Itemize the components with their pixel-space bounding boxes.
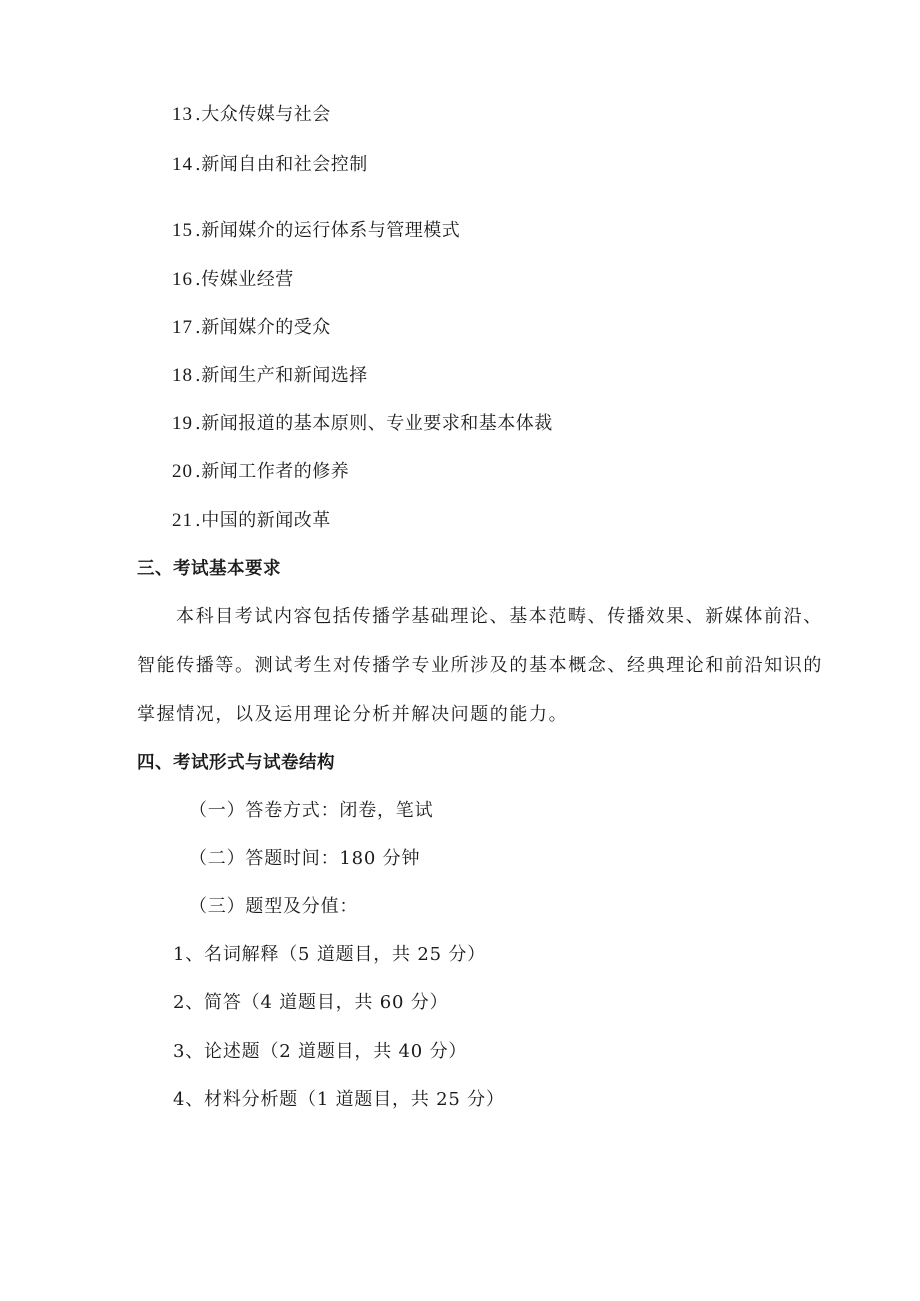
- paragraph-line: 掌握情况，以及运用理论分析并解决问题的能力。: [137, 704, 569, 725]
- topic-number: 13: [172, 104, 193, 125]
- exam-format-item: （二）答题时间：180 分钟: [189, 848, 421, 869]
- topic-text: .大众传媒与社会: [195, 104, 331, 125]
- topic-item-21: [172, 509, 331, 533]
- topic-number: 16: [172, 269, 193, 290]
- topic-number: 19: [172, 413, 193, 434]
- topic-item-13: [172, 103, 331, 127]
- topic-text: .新闻工作者的修养: [195, 461, 350, 482]
- topic-item-18: [172, 364, 368, 388]
- section-heading-exam-requirements: 三、考试基本要求: [137, 559, 281, 579]
- exam-format-item: （三）题型及分值：: [189, 896, 359, 917]
- question-type-item: 1、名词解释（5 道题目，共 25 分）: [173, 944, 486, 965]
- topic-text: .新闻媒介的受众: [195, 317, 331, 338]
- topic-item-14: [172, 153, 368, 177]
- topic-item-20: [172, 460, 349, 484]
- question-type-item: 2、简答（4 道题目，共 60 分）: [173, 992, 449, 1013]
- topic-text: .新闻生产和新闻选择: [195, 365, 368, 386]
- exam-format-item: （一）答卷方式：闭卷，笔试: [189, 800, 434, 821]
- question-type-item: 3、论述题（2 道题目，共 40 分）: [173, 1041, 468, 1062]
- topic-number: 20: [172, 461, 193, 482]
- topic-text: .新闻媒介的运行体系与管理模式: [195, 220, 461, 241]
- topic-number: 14: [172, 154, 193, 175]
- topic-text: .中国的新闻改革: [195, 510, 331, 531]
- topic-item-17: [172, 316, 331, 340]
- topic-text: .新闻报道的基本原则、专业要求和基本体裁: [195, 413, 553, 434]
- topic-number: 18: [172, 365, 193, 386]
- paragraph-line: 本科目考试内容包括传播学基础理论、基本范畴、传播效果、新媒体前沿、: [176, 606, 823, 627]
- topic-text: .新闻自由和社会控制: [195, 154, 368, 175]
- topic-number: 17: [172, 317, 193, 338]
- topic-item-16: [172, 268, 294, 292]
- topic-item-19: [172, 412, 553, 436]
- topic-text: .传媒业经营: [195, 269, 294, 290]
- topic-number: 21: [172, 510, 193, 531]
- paragraph-line: 智能传播等。测试考生对传播学专业所涉及的基本概念、经典理论和前沿知识的: [137, 655, 823, 676]
- topic-item-15: [172, 219, 460, 243]
- section-heading-exam-format: 四、考试形式与试卷结构: [137, 753, 335, 773]
- topic-number: 15: [172, 220, 193, 241]
- question-type-item: 4、材料分析题（1 道题目，共 25 分）: [173, 1089, 505, 1110]
